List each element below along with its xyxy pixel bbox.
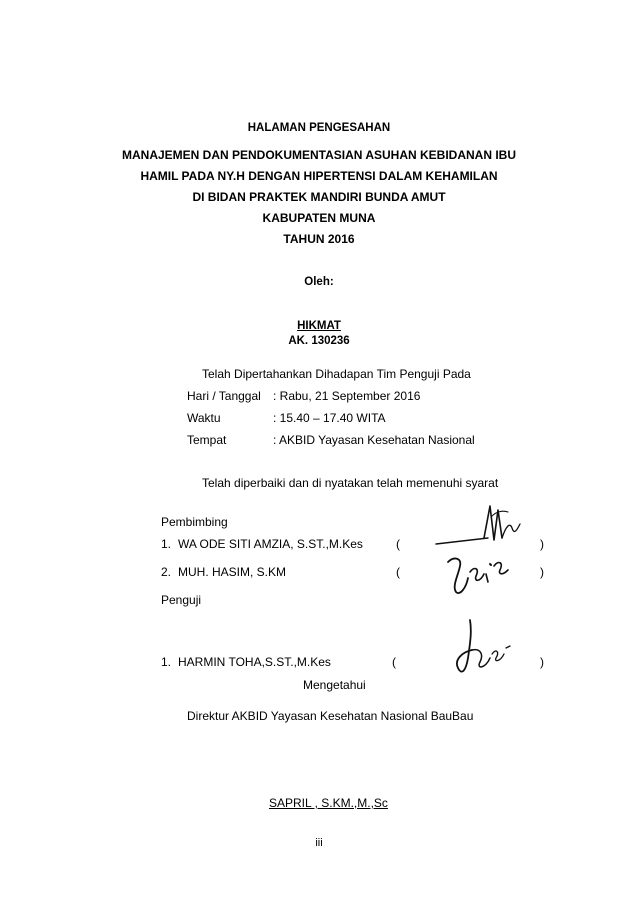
date-value: : Rabu, 21 September 2016 <box>273 389 421 403</box>
title-line-5: TAHUN 2016 <box>283 232 355 246</box>
by-label: Oleh: <box>304 276 334 288</box>
signature-2-icon <box>440 552 520 598</box>
supervisor-2-open-paren: ( <box>396 565 400 579</box>
acknowledged-label: Mengetahui <box>303 678 366 692</box>
examiner-1-close-paren: ) <box>540 655 544 669</box>
defense-intro: Telah Dipertahankan Dihadapan Tim Penguji Pada <box>202 367 471 381</box>
director-title: Direktur AKBID Yayasan Kesehatan Nasional BauBau <box>187 709 474 723</box>
title-line-1: MANAJEMEN DAN PENDOKUMENTASIAN ASUHAN KEBIDANAN IBU <box>121 148 516 162</box>
revised-statement: Telah diperbaiki dan di nyatakan telah memenuhi syarat <box>202 476 499 490</box>
supervisor-1-close-paren: ) <box>540 537 544 551</box>
supervisor-1-number: 1. <box>161 537 172 551</box>
title-line-3: DI BIDAN PRAKTEK MANDIRI BUNDA AMUT <box>192 190 446 204</box>
page-number: iii <box>315 837 323 849</box>
author-id: AK. 130236 <box>288 335 350 347</box>
place-label: Tempat <box>187 433 227 447</box>
examiner-1-open-paren: ( <box>392 655 396 669</box>
examiner-1-number: 1. <box>161 655 172 669</box>
title-line-2: HAMIL PADA NY.H DENGAN HIPERTENSI DALAM KEHAMILAN <box>140 169 498 183</box>
page-heading: HALAMAN PENGESAHAN <box>247 122 391 134</box>
supervisor-1-open-paren: ( <box>396 537 400 551</box>
place-value: : AKBID Yayasan Kesehatan Nasional <box>273 433 475 447</box>
time-label: Waktu <box>187 411 221 425</box>
time-value: : 15.40 – 17.40 WITA <box>273 411 386 425</box>
examiners-label: Penguji <box>161 593 202 607</box>
director-name: SAPRIL , S.KM.,M.,Sc <box>269 796 388 810</box>
title-line-4: KABUPATEN MUNA <box>262 211 376 225</box>
examiner-1-name: HARMIN TOHA,S.ST.,M.Kes <box>178 655 331 669</box>
supervisor-2-name: MUH. HASIM, S.KM <box>178 565 287 579</box>
signature-3-icon <box>440 618 520 680</box>
supervisor-2-close-paren: ) <box>540 565 544 579</box>
author-name: HIKMAT <box>297 320 341 332</box>
signature-1-icon <box>432 498 522 552</box>
supervisor-1-name: WA ODE SITI AMZIA, S.ST.,M.Kes <box>178 537 363 551</box>
date-label: Hari / Tanggal <box>187 389 261 403</box>
supervisors-label: Pembimbing <box>161 515 228 529</box>
supervisor-2-number: 2. <box>161 565 172 579</box>
